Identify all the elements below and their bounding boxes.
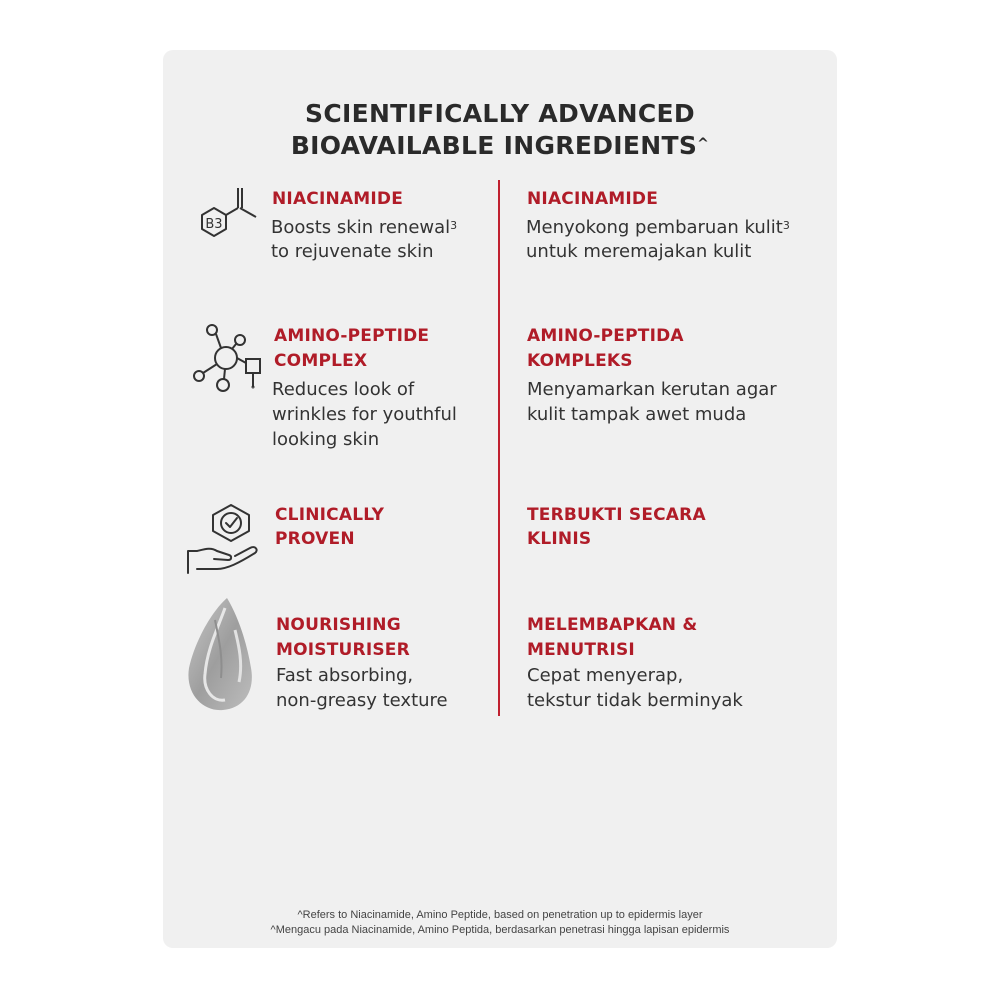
footnote-malay: ^Mengacu pada Niacinamide, Amino Peptida, berdasarkan penetrasi hingga lapisan epidermis — [270, 924, 730, 936]
cream-drop-icon — [183, 590, 259, 720]
english-superscript-3: 3 — [450, 219, 458, 232]
english-moisturiser-title-2: MOISTURISER — [276, 640, 410, 660]
english-peptide-desc-3: looking skin — [272, 429, 380, 450]
malay-moisturiser-title-2: MENUTRISI — [527, 640, 635, 660]
english-moisturiser-title-1: NOURISHING — [276, 615, 401, 635]
malay-peptide-title-2: KOMPLEKS — [527, 351, 633, 371]
english-moisturiser-desc-1: Fast absorbing, — [276, 665, 414, 686]
footnote-english: ^Refers to Niacinamide, Amino Peptide, based on penetration up to epidermis layer — [297, 909, 703, 921]
malay-moisturiser-desc-2: tekstur tidak berminyak — [527, 690, 743, 711]
hand-check-shield-icon — [183, 503, 265, 579]
english-peptide-desc-1: Reduces look of — [272, 379, 415, 400]
headline-line-1: SCIENTIFICALLY ADVANCED — [305, 99, 695, 128]
english-niacinamide-desc-2: to rejuvenate skin — [271, 241, 434, 262]
english-peptide-title-1: AMINO-PEPTIDE — [274, 326, 430, 346]
malay-superscript-3: 3 — [782, 219, 790, 232]
malay-niacinamide-desc-2: untuk meremajakan kulit — [526, 241, 752, 262]
malay-niacinamide-desc-1 — [526, 216, 790, 240]
english-clinical-title-2: PROVEN — [275, 529, 355, 549]
headline-line-2 — [0, 130, 1000, 162]
english-niacinamide-title: NIACINAMIDE — [272, 189, 404, 209]
b3-icon-label: B3 — [205, 217, 223, 232]
malay-moisturiser-desc-1: Cepat menyerap, — [527, 665, 684, 686]
malay-niacinamide-title: NIACINAMIDE — [527, 189, 659, 209]
headline-caret-mark: ^ — [697, 136, 710, 152]
english-clinical-title-1: CLINICALLY — [275, 505, 385, 525]
malay-peptide-title-1: AMINO-PEPTIDA — [527, 326, 684, 346]
packaging-panel — [163, 50, 837, 948]
headline-line-2-text: BIOAVAILABLE INGREDIENTS — [290, 131, 698, 160]
english-niacinamide-desc-text: Boosts skin renewal — [271, 217, 451, 238]
molecule-network-icon — [190, 323, 266, 395]
b3-molecule-icon — [188, 183, 264, 249]
malay-clinical-title-1: TERBUKTI SECARA — [527, 505, 706, 525]
column-divider — [498, 180, 500, 716]
malay-niacinamide-desc-text: Menyokong pembaruan kulit — [526, 217, 783, 238]
malay-clinical-title-2: KLINIS — [527, 529, 592, 549]
malay-peptide-desc-1: Menyamarkan kerutan agar — [527, 379, 777, 400]
headline — [0, 98, 1000, 162]
malay-peptide-desc-2: kulit tampak awet muda — [527, 404, 747, 425]
english-peptide-desc-2: wrinkles for youthful — [272, 404, 457, 425]
english-moisturiser-desc-2: non-greasy texture — [276, 690, 448, 711]
english-peptide-title-2: COMPLEX — [274, 351, 368, 371]
english-niacinamide-desc-1 — [271, 216, 457, 240]
malay-moisturiser-title-1: MELEMBAPKAN & — [527, 615, 698, 635]
